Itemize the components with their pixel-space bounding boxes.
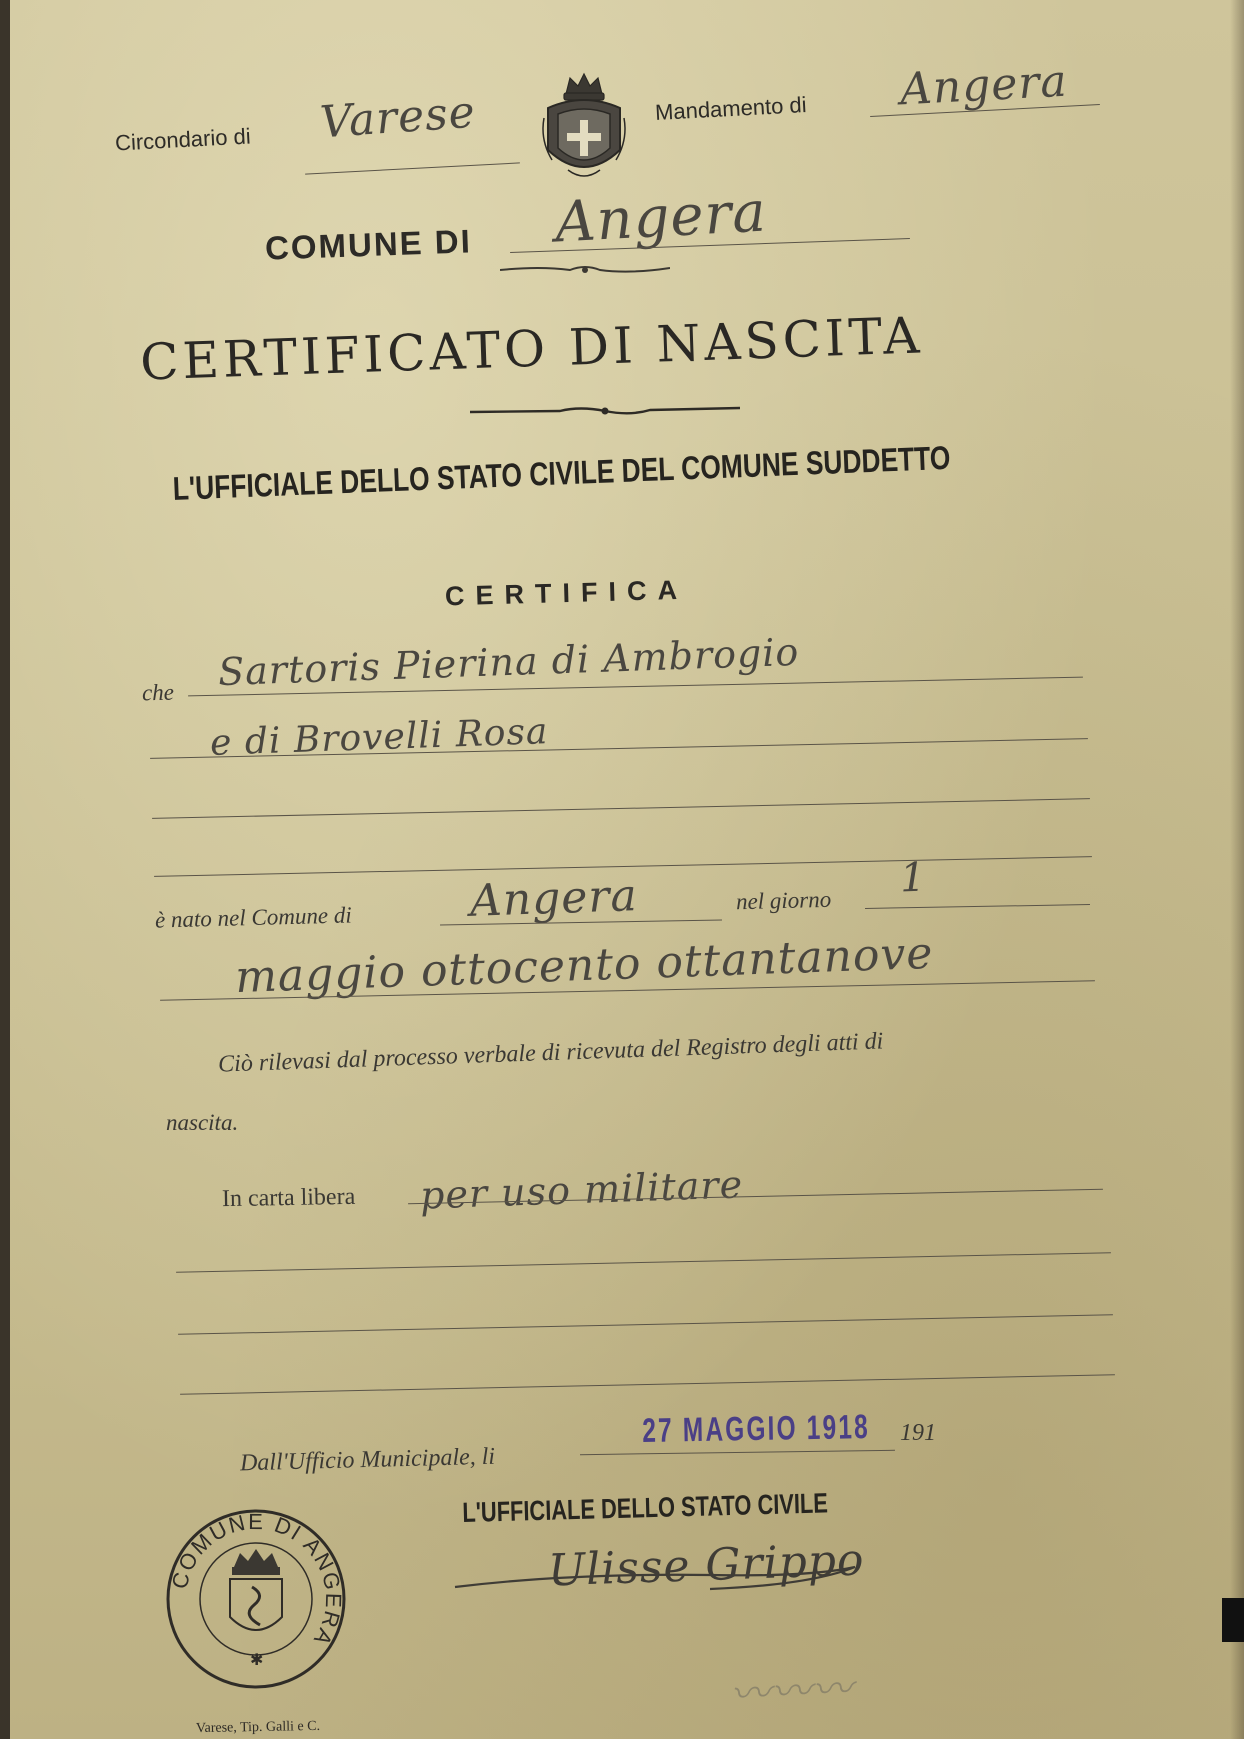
- registry-statement-end: nascita.: [166, 1110, 239, 1135]
- birthplace-value: Angera: [469, 870, 639, 927]
- birthday-value: 1: [899, 854, 928, 902]
- parents-line: e di Brovelli Rosa: [209, 711, 550, 764]
- scan-edge-right: [1230, 0, 1244, 1739]
- comune-flourish: [500, 262, 670, 278]
- carta-rule-2: [176, 1252, 1111, 1273]
- scan-notch: [1222, 1598, 1244, 1642]
- svg-text:✱: ✱: [250, 1652, 264, 1669]
- birthday-rule: [865, 904, 1090, 909]
- date-stamp: 27 MAGGIO 1918: [642, 1408, 871, 1450]
- carta-libera-value: per uso militare: [419, 1162, 744, 1218]
- royal-crest-icon: [538, 70, 630, 188]
- circondario-label: Circondario di: [114, 123, 252, 156]
- issuer-heading: L'UFFICIALE DELLO STATO CIVILE DEL COMUNE SUDDETTO: [172, 438, 952, 507]
- printed-year-prefix: 191: [900, 1420, 936, 1446]
- mandamento-value: Angera: [898, 55, 1069, 116]
- document-title: CERTIFICATO DI NASCITA: [139, 306, 925, 392]
- signatory-title: L'UFFICIALE DELLO STATO CIVILE: [462, 1487, 829, 1528]
- registry-statement: Ciò rilevasi dal processo verbale di ricevuta del Registro degli atti di: [217, 1028, 884, 1078]
- mandamento-label: Mandamento di: [654, 92, 808, 125]
- title-flourish: [470, 402, 740, 418]
- date-rule: [580, 1450, 895, 1455]
- scan-edge-left: [0, 0, 10, 1739]
- carta-rule-4: [180, 1374, 1115, 1395]
- name-rule-3: [152, 798, 1090, 819]
- birthday-label: nel giorno: [735, 886, 832, 915]
- municipal-seal-icon: [162, 1505, 350, 1693]
- comune-label: COMUNE DI: [264, 222, 473, 267]
- official-signature: Ulisse Grippo: [547, 1534, 866, 1597]
- issue-place-label: Dall'Ufficio Municipale, li: [239, 1443, 496, 1477]
- carta-libera-label: In carta libera: [221, 1183, 356, 1213]
- circondario-value: Varese: [318, 86, 478, 149]
- certifica-heading: CERTIFICA: [444, 574, 689, 612]
- carta-rule-3: [178, 1314, 1113, 1335]
- pencil-mark: 〰〰〰: [729, 1665, 855, 1719]
- birthdate-written: maggio ottocento ottantanove: [234, 927, 935, 1004]
- comune-value: Angera: [553, 179, 769, 256]
- seal-text: COMUNE DI ANGERA: [166, 1508, 347, 1652]
- printer-imprint: Varese, Tip. Galli e C.: [195, 1718, 321, 1737]
- subject-name: Sartoris Pierina di Ambrogio: [217, 629, 800, 695]
- che-label: che: [141, 679, 175, 706]
- circondario-rule: [305, 162, 520, 174]
- signature-underline: [450, 1555, 860, 1595]
- birthplace-label: è nato nel Comune di: [154, 902, 353, 933]
